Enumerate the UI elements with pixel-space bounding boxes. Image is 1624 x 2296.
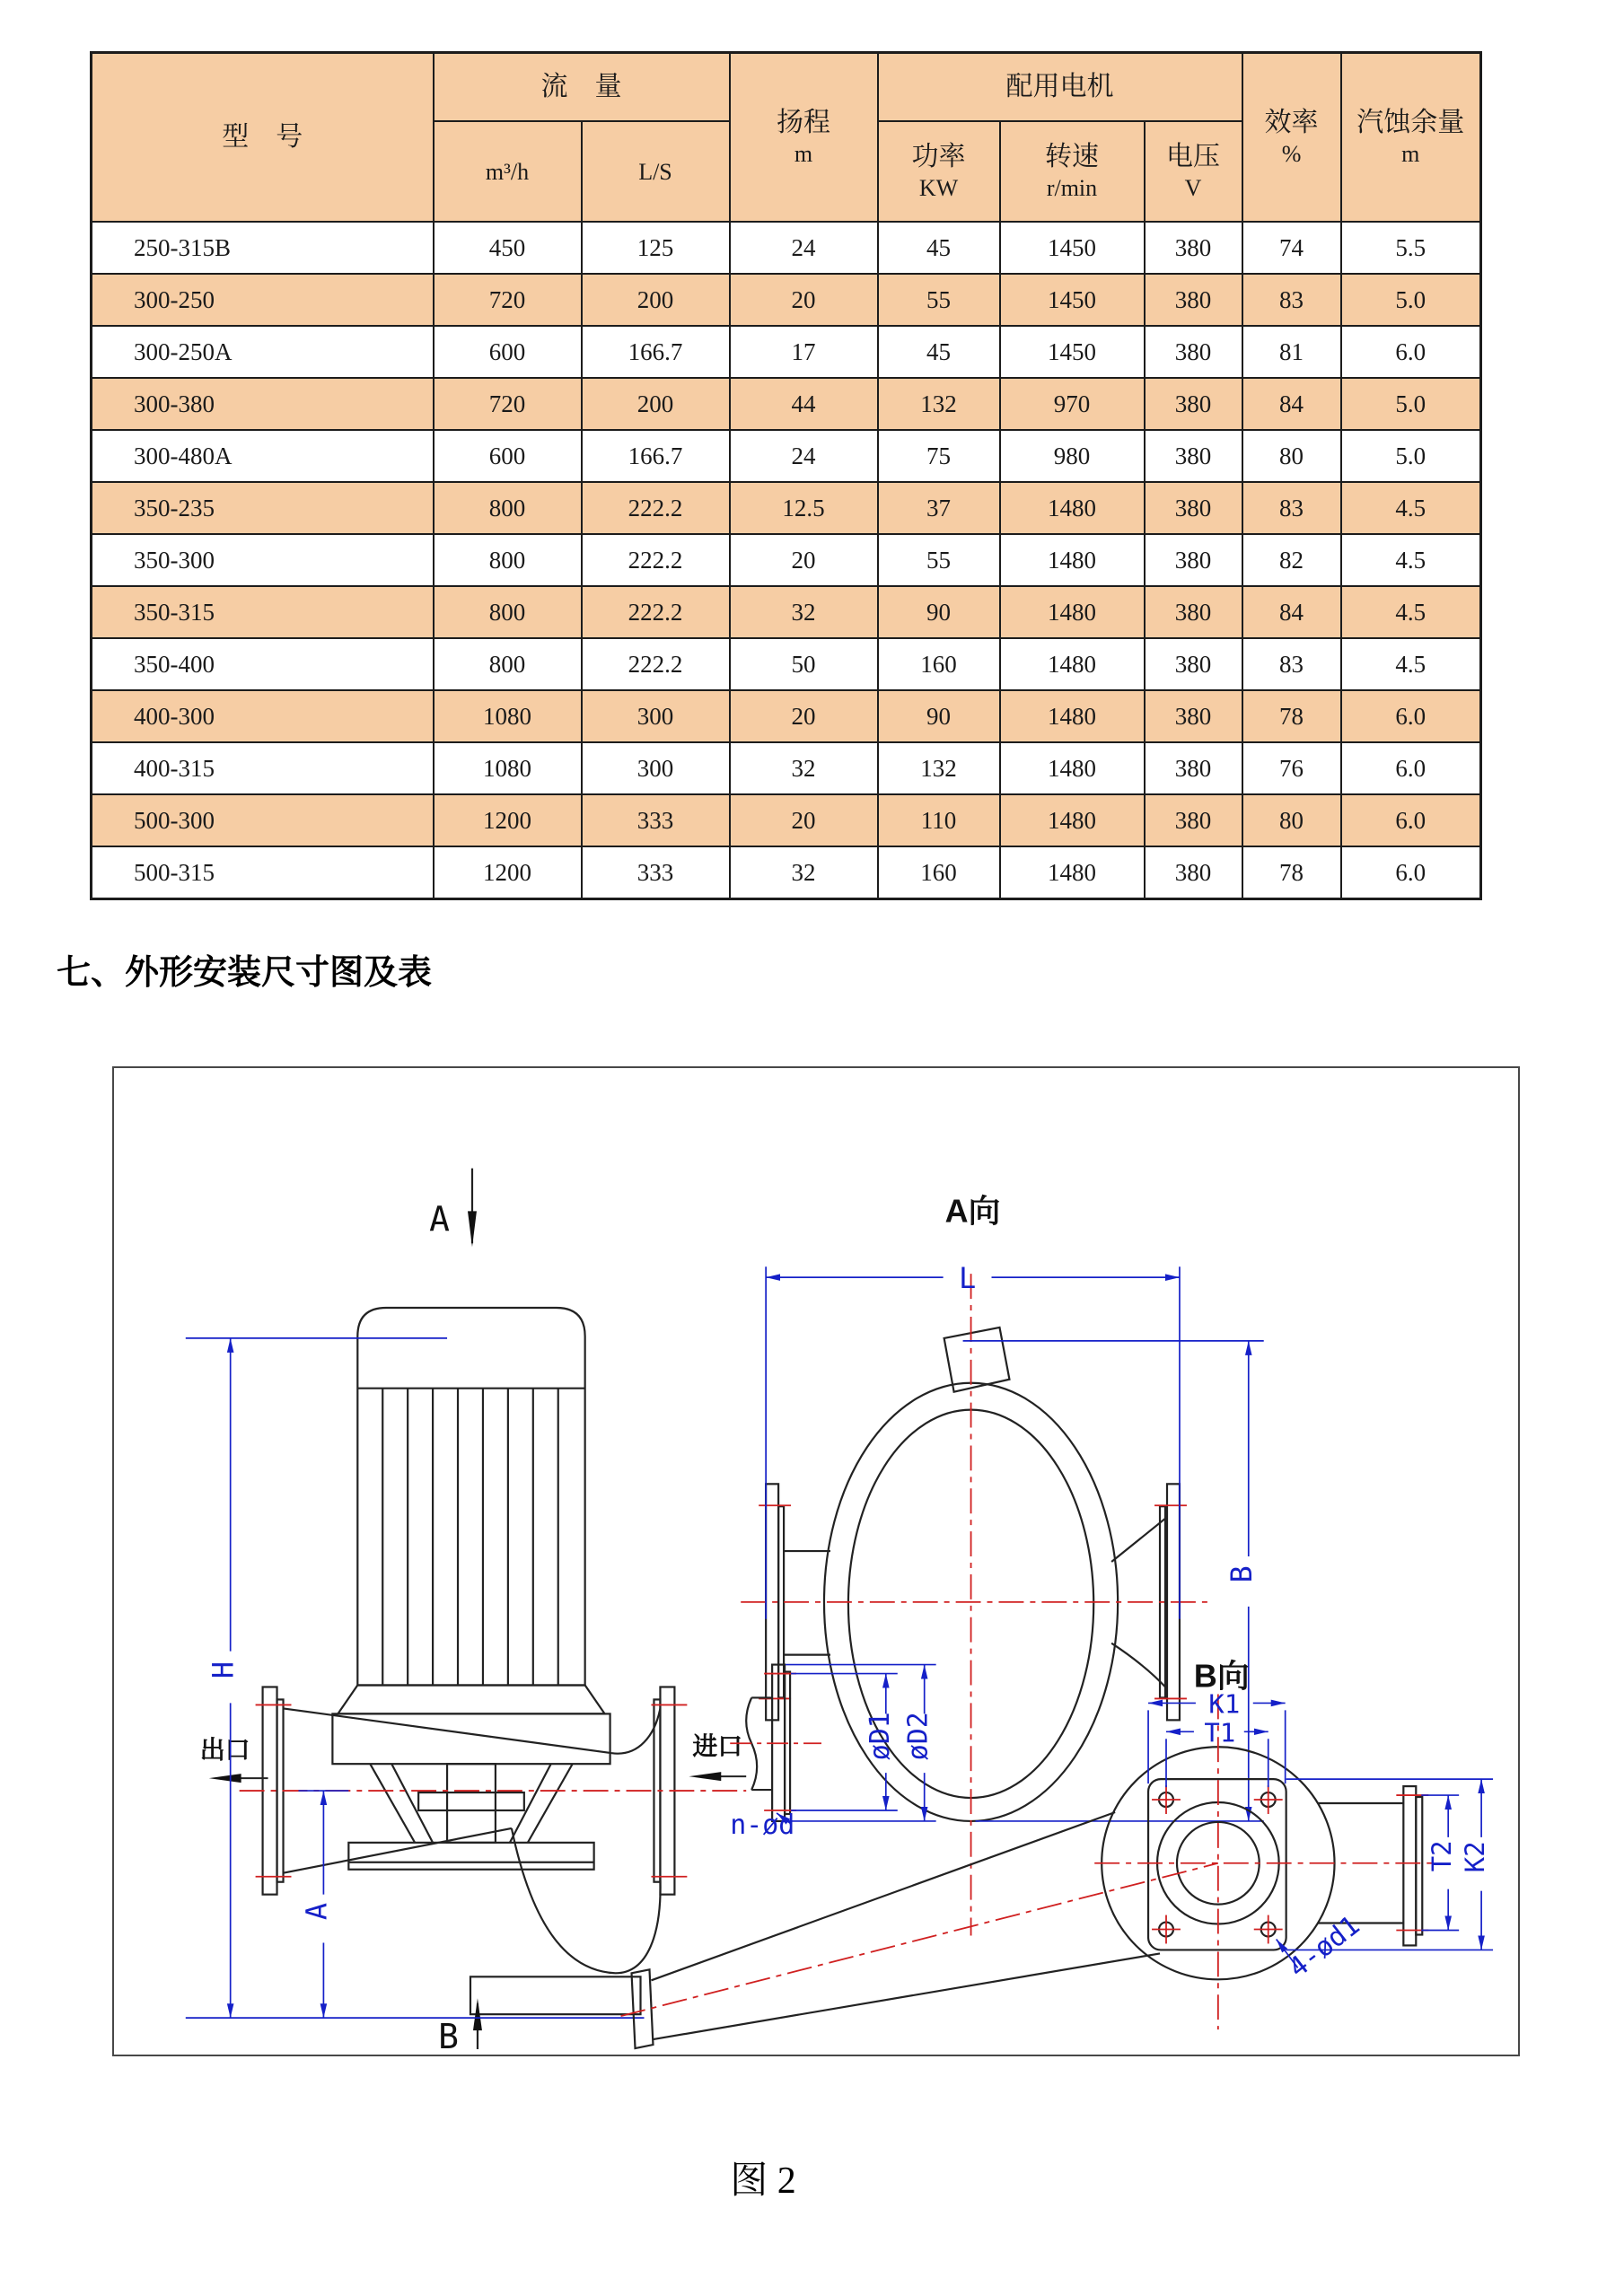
table-cell: 333: [582, 846, 730, 899]
motor-base-cone: [338, 1685, 604, 1713]
view-a-title: A向: [944, 1193, 1001, 1230]
view-b-direction-arrow: [438, 1998, 482, 2055]
dim-l-label: L: [958, 1261, 977, 1296]
front-dimensions: [186, 1338, 645, 2018]
table-cell: 600: [434, 326, 582, 378]
table-cell: 81: [1242, 326, 1341, 378]
coupling-bracket: [370, 1764, 572, 1843]
table-cell: 970: [1000, 378, 1145, 430]
table-cell: 1480: [1000, 742, 1145, 794]
dim-d2-label: øD2: [902, 1712, 935, 1761]
dim-h-label: H: [206, 1661, 241, 1679]
table-cell: 76: [1242, 742, 1341, 794]
table-cell: 132: [878, 742, 1000, 794]
table-cell: 1480: [1000, 586, 1145, 638]
table-cell: 20: [730, 794, 878, 846]
table-cell: 1200: [434, 794, 582, 846]
model-cell: 350-400: [92, 638, 434, 690]
model-cell: 300-380: [92, 378, 434, 430]
table-cell: 32: [730, 742, 878, 794]
pump-drawing: [114, 1068, 1518, 2055]
table-cell: 200: [582, 274, 730, 326]
table-cell: 800: [434, 482, 582, 534]
table-cell: 380: [1145, 534, 1242, 586]
table-cell: 380: [1145, 222, 1242, 274]
motor-body: [357, 1308, 584, 1685]
section-heading: 七、外形安装尺寸图及表: [57, 954, 433, 992]
model-cell: 400-300: [92, 690, 434, 742]
table-cell: 82: [1242, 534, 1341, 586]
table-cell: 222.2: [582, 586, 730, 638]
model-cell: 500-315: [92, 846, 434, 899]
table-cell: 160: [878, 846, 1000, 899]
flange-detail-dimensions: [730, 1665, 935, 1841]
table-cell: 80: [1242, 794, 1341, 846]
view-a-centerlines: [741, 1274, 1211, 1935]
table-cell: 980: [1000, 430, 1145, 482]
table-row: [92, 274, 1481, 326]
col-header-npsh: [1341, 53, 1481, 223]
table-cell: 78: [1242, 690, 1341, 742]
table-cell: 450: [434, 222, 582, 274]
col-header-voltage: [1145, 121, 1242, 222]
table-cell: 6.0: [1341, 690, 1481, 742]
power-unit: KW: [918, 174, 959, 201]
npsh-unit: m: [1401, 140, 1420, 167]
col-header-efficiency: [1242, 53, 1341, 223]
table-cell: 20: [730, 534, 878, 586]
table-cell: 380: [1145, 742, 1242, 794]
table-cell: 24: [730, 430, 878, 482]
table-row: [92, 638, 1481, 690]
table-cell: 800: [434, 534, 582, 586]
view-b-letter: B: [438, 2017, 459, 2055]
model-cell: 350-300: [92, 534, 434, 586]
col-header-model: 型 号: [92, 53, 434, 223]
power-label: 功率: [911, 142, 966, 171]
table-cell: 166.7: [582, 326, 730, 378]
table-row: [92, 430, 1481, 482]
table-cell: 6.0: [1341, 794, 1481, 846]
pump-casing: [512, 1828, 661, 1973]
view-a-direction-arrow: [429, 1169, 477, 1248]
table-row: [92, 326, 1481, 378]
table-cell: 1480: [1000, 690, 1145, 742]
view-b-outlet-flange: [632, 1969, 654, 2048]
table-cell: 5.0: [1341, 378, 1481, 430]
dim-t1-label: T1: [1204, 1717, 1236, 1748]
model-cell: 350-315: [92, 586, 434, 638]
table-cell: 200: [582, 378, 730, 430]
view-b-side-flange: [1403, 1786, 1416, 1945]
npsh-label: 汽蚀余量: [1356, 108, 1465, 137]
table-cell: 380: [1145, 482, 1242, 534]
view-a-dimensions: [766, 1261, 1264, 1821]
table-cell: 80: [1242, 430, 1341, 482]
table-cell: 600: [434, 430, 582, 482]
model-cell: 300-480A: [92, 430, 434, 482]
table-cell: 720: [434, 378, 582, 430]
table-cell: 1080: [434, 742, 582, 794]
table-cell: 32: [730, 846, 878, 899]
table-cell: 1480: [1000, 846, 1145, 899]
dim-4d1-label: 4-ød1: [1282, 1909, 1366, 1985]
efficiency-label: 效率: [1264, 108, 1319, 137]
outlet-text: 出口: [199, 1736, 250, 1765]
table-cell: 1450: [1000, 222, 1145, 274]
table-cell: 75: [878, 430, 1000, 482]
table-cell: 1200: [434, 846, 582, 899]
dim-a-label: A: [299, 1902, 334, 1921]
table-cell: 20: [730, 690, 878, 742]
table-cell: 83: [1242, 274, 1341, 326]
voltage-label: 电压: [1166, 142, 1221, 171]
dim-b-label: B: [1224, 1565, 1259, 1583]
table-cell: 720: [434, 274, 582, 326]
flange-detail-centerlines: [730, 1674, 821, 1810]
inlet-label: [689, 1732, 746, 1781]
table-cell: 380: [1145, 326, 1242, 378]
model-cell: 300-250A: [92, 326, 434, 378]
table-cell: 1480: [1000, 482, 1145, 534]
col-header-power: [878, 121, 1000, 222]
table-cell: 222.2: [582, 638, 730, 690]
table-cell: 380: [1145, 586, 1242, 638]
table-cell: 380: [1145, 638, 1242, 690]
table-cell: 6.0: [1341, 742, 1481, 794]
table-cell: 50: [730, 638, 878, 690]
table-cell: 300: [582, 742, 730, 794]
col-header-motor: 配用电机: [878, 53, 1242, 122]
table-cell: 84: [1242, 586, 1341, 638]
table-cell: 55: [878, 534, 1000, 586]
table-cell: 125: [582, 222, 730, 274]
spec-table-body: [92, 222, 1481, 899]
table-cell: 55: [878, 274, 1000, 326]
inlet-text: 进口: [692, 1732, 743, 1761]
table-cell: 90: [878, 690, 1000, 742]
flow-m3h-unit: m³/h: [485, 159, 530, 186]
table-cell: 84: [1242, 378, 1341, 430]
table-cell: 4.5: [1341, 482, 1481, 534]
table-cell: 380: [1145, 378, 1242, 430]
table-row: [92, 794, 1481, 846]
table-row: [92, 742, 1481, 794]
table-cell: 90: [878, 586, 1000, 638]
table-cell: 32: [730, 586, 878, 638]
table-cell: 24: [730, 222, 878, 274]
table-cell: 4.5: [1341, 638, 1481, 690]
table-row: [92, 378, 1481, 430]
table-cell: 45: [878, 326, 1000, 378]
table-cell: 12.5: [730, 482, 878, 534]
speed-label: 转速: [1045, 142, 1099, 171]
table-row: [92, 846, 1481, 899]
model-cell: 350-235: [92, 482, 434, 534]
dim-d1-label: øD1: [864, 1712, 896, 1761]
table-cell: 83: [1242, 638, 1341, 690]
dim-nd-label: n-ød: [730, 1809, 795, 1841]
table-cell: 1480: [1000, 638, 1145, 690]
table-cell: 166.7: [582, 430, 730, 482]
table-cell: 1080: [434, 690, 582, 742]
table-cell: 74: [1242, 222, 1341, 274]
table-cell: 78: [1242, 846, 1341, 899]
col-header-head: [730, 53, 878, 223]
table-cell: 1480: [1000, 534, 1145, 586]
table-cell: 5.5: [1341, 222, 1481, 274]
table-cell: 300: [582, 690, 730, 742]
table-cell: 1450: [1000, 274, 1145, 326]
voltage-unit: V: [1184, 174, 1202, 201]
table-row: [92, 586, 1481, 638]
table-cell: 132: [878, 378, 1000, 430]
motor-fins: [382, 1389, 558, 1686]
table-cell: 800: [434, 638, 582, 690]
col-header-flow-m3h: [434, 121, 582, 222]
table-row: [92, 222, 1481, 274]
table-cell: 44: [730, 378, 878, 430]
table-cell: 380: [1145, 794, 1242, 846]
model-cell: 400-315: [92, 742, 434, 794]
dim-k1-label: K1: [1208, 1688, 1241, 1720]
table-cell: 380: [1145, 274, 1242, 326]
dim-t2-label: T2: [1426, 1840, 1458, 1872]
front-view: [200, 1169, 746, 2055]
flow-ls-unit: L/S: [638, 159, 672, 186]
table-cell: 4.5: [1341, 534, 1481, 586]
view-b-centerlines: [621, 1694, 1435, 2029]
figure-caption: 图 2: [730, 2160, 796, 2202]
table-cell: 222.2: [582, 534, 730, 586]
col-header-flow-ls: [582, 121, 730, 222]
view-a-letter: A: [429, 1199, 450, 1240]
table-row: [92, 690, 1481, 742]
dimension-diagram: [112, 1066, 1520, 2056]
table-cell: 17: [730, 326, 878, 378]
table-cell: 1450: [1000, 326, 1145, 378]
model-cell: 300-250: [92, 274, 434, 326]
pump-foot: [470, 1976, 641, 2014]
table-cell: 6.0: [1341, 846, 1481, 899]
view-b-title: B向: [1193, 1658, 1250, 1695]
col-header-speed: [1000, 121, 1145, 222]
table-cell: 4.5: [1341, 586, 1481, 638]
head-unit: m: [794, 140, 813, 167]
table-cell: 5.0: [1341, 274, 1481, 326]
table-row: [92, 482, 1481, 534]
outlet-label: [200, 1736, 268, 1783]
model-cell: 250-315B: [92, 222, 434, 274]
table-cell: 800: [434, 586, 582, 638]
pump-spec-table: [90, 51, 1482, 900]
dim-k2-label: K2: [1460, 1841, 1491, 1873]
table-row: [92, 534, 1481, 586]
table-cell: 45: [878, 222, 1000, 274]
view-b-dimensions: [1148, 1688, 1493, 1984]
model-cell: 500-300: [92, 794, 434, 846]
table-cell: 110: [878, 794, 1000, 846]
speed-unit: r/min: [1046, 174, 1098, 201]
table-cell: 333: [582, 794, 730, 846]
table-cell: 380: [1145, 690, 1242, 742]
head-label: 扬程: [777, 108, 830, 137]
table-cell: 20: [730, 274, 878, 326]
table-cell: 160: [878, 638, 1000, 690]
table-cell: 37: [878, 482, 1000, 534]
pump-bracket-plate: [348, 1843, 593, 1870]
efficiency-unit: %: [1281, 140, 1302, 167]
col-header-flow: 流 量: [434, 53, 730, 122]
table-cell: 6.0: [1341, 326, 1481, 378]
table-cell: 1480: [1000, 794, 1145, 846]
table-cell: 380: [1145, 846, 1242, 899]
table-cell: 222.2: [582, 482, 730, 534]
table-cell: 5.0: [1341, 430, 1481, 482]
table-cell: 380: [1145, 430, 1242, 482]
view-b: [632, 1659, 1423, 2049]
table-cell: 83: [1242, 482, 1341, 534]
